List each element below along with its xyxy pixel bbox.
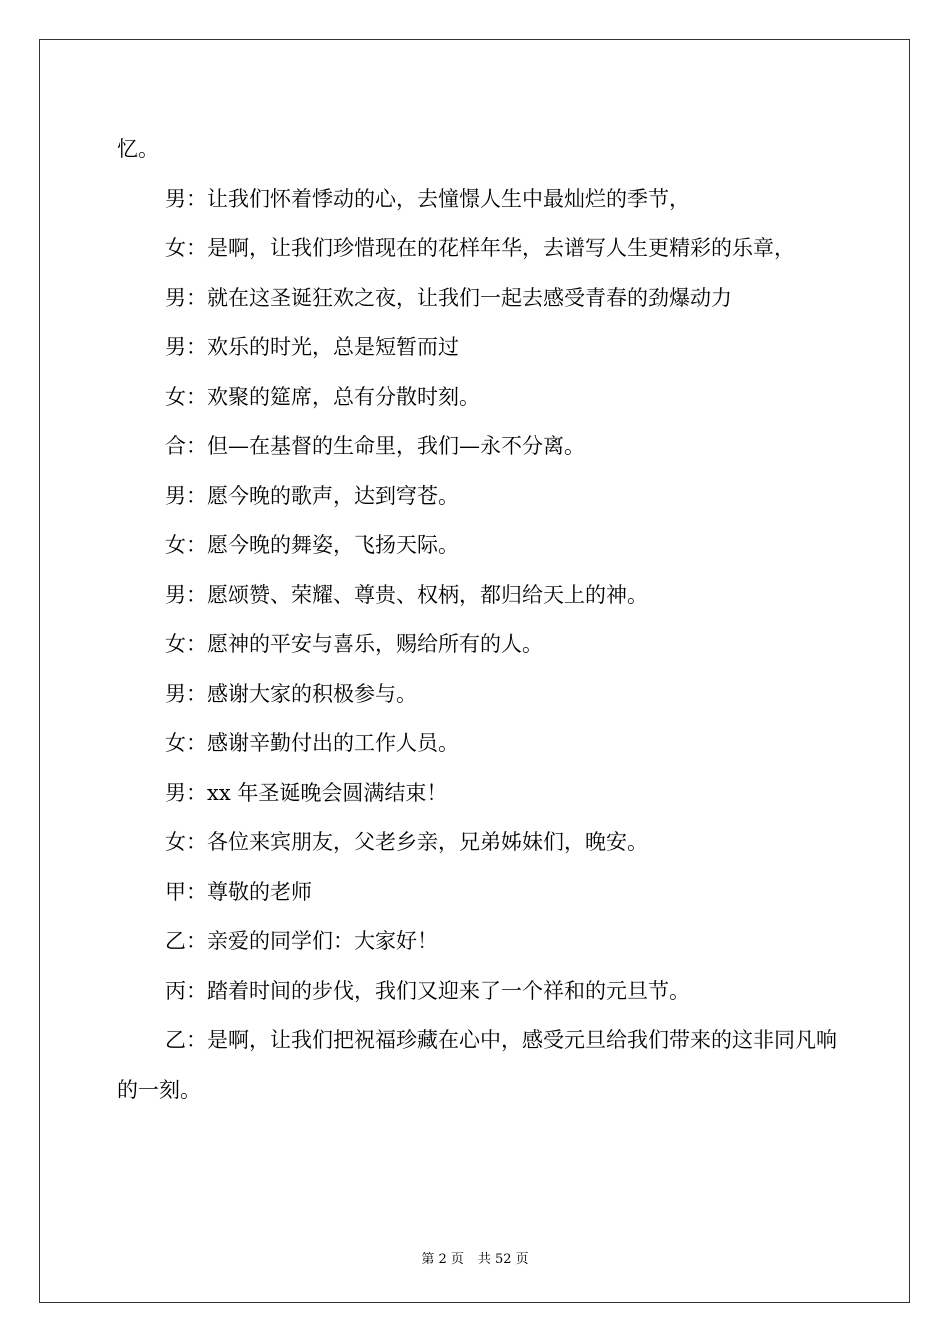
paragraph: 甲：尊敬的老师 xyxy=(165,879,312,904)
paragraph: 丙：踏着时间的步伐，我们又迎来了一个祥和的元旦节。 xyxy=(165,978,690,1003)
page-number: 第 2 页 xyxy=(421,1252,464,1267)
paragraph: 女：愿今晚的舞姿，飞扬天际。 xyxy=(165,533,459,557)
paragraph: 男：感谢大家的积极参与。 xyxy=(165,681,417,706)
paragraph: 男：愿颂赞、荣耀、尊贵、权柄，都归给天上的神。 xyxy=(165,582,648,607)
paragraph: 合：但—在基督的生命里，我们—永不分离。 xyxy=(165,434,585,458)
paragraph: 乙：是啊，让我们把祝福珍藏在心中，感受元旦给我们带来的这非同凡响的一刻。 xyxy=(117,1028,837,1102)
document-body xyxy=(117,125,837,1115)
paragraph: 女：欢聚的筵席，总有分散时刻。 xyxy=(165,384,480,409)
paragraph: 男：就在这圣诞狂欢之夜，让我们一起去感受青春的劲爆动力 xyxy=(165,285,732,310)
paragraph: 女：各位来宾朋友，父老乡亲，兄弟姊妹们，晚安。 xyxy=(165,830,648,854)
paragraph: 男：让我们怀着悸动的心，去憧憬人生中最灿烂的季节， xyxy=(165,186,690,211)
paragraph: 男：欢乐的时光，总是短暂而过 xyxy=(165,335,459,359)
page-total: 共 52 页 xyxy=(477,1252,529,1267)
paragraph: 乙：亲爱的同学们：大家好！ xyxy=(165,929,438,953)
paragraph: 女：感谢辛勤付出的工作人员。 xyxy=(165,731,459,755)
paragraph: 女：是啊，让我们珍惜现在的花样年华，去谱写人生更精彩的乐章， xyxy=(165,236,795,260)
page-footer xyxy=(0,1248,950,1267)
paragraph: 男：愿今晚的歌声，达到穹苍。 xyxy=(165,483,459,508)
paragraph: 男：xx 年圣诞晚会圆满结束！ xyxy=(165,780,448,805)
paragraph: 女：愿神的平安与喜乐，赐给所有的人。 xyxy=(165,632,543,656)
paragraph: 忆。 xyxy=(117,137,159,161)
